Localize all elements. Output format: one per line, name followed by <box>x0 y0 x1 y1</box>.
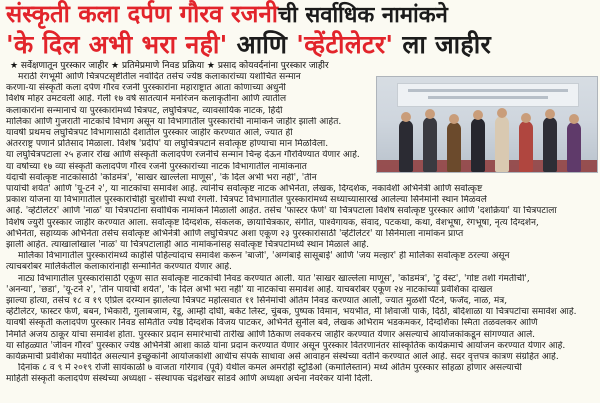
article-line: यावर्षी संस्कृती कलादर्पण पुरस्कार निवड समितीत ज्येष्ठ दिग्दर्शक विजय पाटकर, अभिनेते सुनील बर्वे, लेखक अभिराम भडकमकर, दिग्दर्शिका स्मिता तळवलकर आणि <box>6 318 538 329</box>
article-line: नाट्य विभागातील पुरस्कारांसाठी एकूण सात सर्वोत्कृष्ट नाटकांची निवड करण्यात आली. यात 'साखर खाल्लेला माणूस', 'कोडमंत्र', 'ट्रू वेस्ट', 'गोष्ट तशी गंमतीची', <box>18 273 530 284</box>
article-line: या सोहळ्यात 'जीवन गौरव' पुरस्कार ज्येष्ठ अभिनेत्री आशा काळे यांना प्रदान करण्यात येणार असून पुरस्कार वितरणानंतर सांस्कृतिक कार्यक्रमाचे आयोजन करण्यात येणार आहे. <box>6 340 566 351</box>
headline-line-1 <box>6 2 594 27</box>
headline-line-2 <box>6 32 594 57</box>
article-line: व्हेंटीलेटर, फास्टर फेणे, बबन, भिकारी, गुलाबजाम, रेडू, आम्ही दोघी, बकेट लिस्ट, चुंबक, पुष्पक विमान, भयभीत, मी शिवाजी पार्क, दिठी, बंदिशाळा या चित्रपटांचा समावेश आहे. <box>6 307 577 318</box>
article-line: विशेष ज्युरी पुरस्कार जाहीर करण्यात आला. सर्वोत्कृष्ट दिग्दर्शक, संकलक, छायाचित्रकार, संगीत, पार्श्वगायक, संवाद, पटकथा, कथा, वेशभूषा, रंगभूषा, नृत्य दिग्दर्शन, <box>6 217 539 228</box>
article-line: 'अनन्या', 'छडा', 'यू-टर्न २', 'तीन पायांची शर्यत', 'के दिल अभी भरा नही' या नाटकांचा समावेश आहे. याचबरोबर एकूण २४ नाटकांच्या प्रवेशिका दाखल <box>6 284 493 295</box>
article-line: या वर्षाच्या १७ व्या संस्कृती कलादर्पण गौरव रजनी पुरस्कारांच्या नाटक विभागातील नामांकनात <box>6 161 307 172</box>
article-line: कलाकारांना सन्मानाचे या पुरस्कारांमध्ये चित्रपट, लघुचित्रपट, व्यावसायिक नाटक, हिंदी <box>6 105 283 116</box>
article-line: करणा-या संस्कृती कला दर्पण गौरव रजनी पुरस्कारांना महाराष्ट्रात आता कोणाच्या अधुनी <box>6 83 286 94</box>
article-line: अभिनेता, सहाय्यक अभिनेता तसेच सर्वोत्कृष्ट अभिनेत्री आणि लघुचित्रपट अशा एकूण २३ पुरस्कारांसाठी 'व्हेंटीलेटर' या सिनेमाला नामांकन प्राप्त <box>6 228 464 239</box>
headline-red-text: संस्कृती कला दर्पण गौरव रजनी <box>6 0 279 28</box>
article-line: या लघुचित्रपटाला २५ हजार रोख आणि संस्कृती कलादर्पण रजनीचे सन्मान चिन्ह देऊन गौरविण्यात येणार आहे. <box>6 150 360 161</box>
headline <box>6 2 594 57</box>
article-line: माहिती संस्कृती कलादर्पण संस्थेच्या अध्यक्षा - संस्थापक चंद्रशेखर सांडवे आणि अध्यक्षा अर्चना नेवरेकर यांनी दिली. <box>6 374 373 385</box>
subheadline: ★ सर्वेक्षणातून पुरस्कार जाहीर ★ प्रतिमेप्रमाणे निवड प्रक्रिया ★ प्रसाद कोयवर्दनांना पुरस्कार जाहीर <box>10 61 329 70</box>
article-line: दिनांक ८ व ९ मे २०१९ रोजी सायंकाळी ७ वाजता गोरेगाव (पूर्व) येथील कमल अमरोही स्टुडिओ (कमालिस्तान) मध्ये अंतिम पुरस्कार सोहळा होणार असल्याची <box>18 363 522 374</box>
article-body <box>6 72 594 402</box>
article-line: मालिका आणि गुजराती नाटकांचे विभाग असून या विभागातील पुरस्कारांची नामांकने जाहीर झाली आहेत. <box>6 116 342 127</box>
article-line: विशेष मोहर उमटवली आहे. गेली १७ वर्षे सातत्याने मनोरंजन कलाकृतींना आणि त्यातील <box>6 94 287 105</box>
headline-conjunction: आणि <box>227 30 297 59</box>
headline-black-text: ची सर्वाधिक नामांकने <box>278 3 448 28</box>
article-line: आहे. 'व्हेंटीलेटर' आणि 'नाळ' या चित्रपटांना सर्वाधिक नामांकने मिळाली आहेत. तसेच 'फास्टर फेणे' या चित्रपटाला विशेष सर्वोत्कृष्ट पुरस्कार आणि 'दशक्रिया' या चित्रपटाला <box>6 206 557 217</box>
article-line: प्रकाश योजना या विभागातील पुरस्कारांचीही चुरशीची स्पर्धा रंगली. चित्रपट विभागातील पुरस्कारांमध्ये सध्याच्यासारखे आलेल्या सिनेमांनी स्थान मिळवले <box>6 195 487 206</box>
article-line: झाली आहेत. त्याखालोखाल 'नाळ' या चित्रपटालाही आठ नामांकनांसह सर्वोत्कृष्ट चित्रपटांमध्ये स्थान मिळाले आहे. <box>6 240 369 251</box>
article-line: मालिका विभागातील पुरस्कारांमध्ये काहीसे पहिल्यांदाच समावेश करून 'बाजी', 'अग्गंबाई सासूबाई' आणि 'जय मल्हार' ही मालिका सर्वोत्कृष्ट ठरल्या असून <box>18 251 510 262</box>
article-line: पायांची शर्यत' आणि 'यू-टर्न २', या नाटकांचा समावेश आहे. त्यांनीच सर्वोत्कृष्ट नाटक अभिनेता, लेखक, दिग्दर्शक, नकावेशी अभिनेत्री आणि सर्वोत्कृष्ट <box>6 184 483 195</box>
headline-quote-2: 'व्हेंटीलेटर' <box>296 30 394 59</box>
article-line: यावर्षी प्रथमच लघुचित्रपट विभागासाठी देशातील पुरस्कार जाहीर करण्यात आले, ज्यात ही <box>6 128 293 139</box>
article-line: कार्यक्रमाची प्रवेशिका मर्यादित असल्याने इच्छुकांनी आयोजकांशी आधीच संपर्क साधावा असे आवाहन संस्थेच्या वतीने करण्यात आले आहे. सदर वृत्तपत्र कात्रण संग्रहित आहे. <box>6 352 559 363</box>
article-line: यंदाची सर्वोत्कृष्ट नाटकांसाठी 'कोडमंत्र', 'साखर खाल्लेला माणूस', 'के दिल अभी भरा नही', 'तीन <box>6 172 317 183</box>
article-line: त्याचबरोबर मालिकेतील कलाकारांनाही सन्मानित करण्यात येणार आहे. <box>6 262 232 273</box>
article-line: निर्माते अजय ठाकूर यांचा समावेश होता. पुरस्कार प्रदान समारंभाची तारीख आणि ठिकाण लवकरच जाहीर करण्यात येणार असल्याचे आयोजकांकडून सांगण्यात आले. <box>6 329 536 340</box>
headline-tail: ला जाहीर <box>393 30 491 59</box>
headline-quote-1: 'के दिल अभी भरा नही' <box>6 30 228 59</box>
article-line: मराठी रंगभूमी आणि चित्रपटसृष्टीतील नवोदित तसेच ज्येष्ठ कलाकारांच्या यशोचित सन्मान <box>18 72 301 82</box>
article-line: झाल्या होत्या, तसेच १८ व १९ एप्रिल दरम्यान झालेल्या चित्रपट महोत्सवात ११ सिनेमांची अंतिम निवड करण्यात आली, ज्यात मुळशी पॅटर्न, फर्जंद, नाळ, मंत्र, <box>6 296 508 307</box>
article-line: अंतरराष्ट्र पणाने प्रतिसाद मिळाला. विशेष 'प्रदीप' या लघुचित्रपटाने सर्वोत्कृष्ट होण्याचा मान मिळविला. <box>6 139 329 150</box>
